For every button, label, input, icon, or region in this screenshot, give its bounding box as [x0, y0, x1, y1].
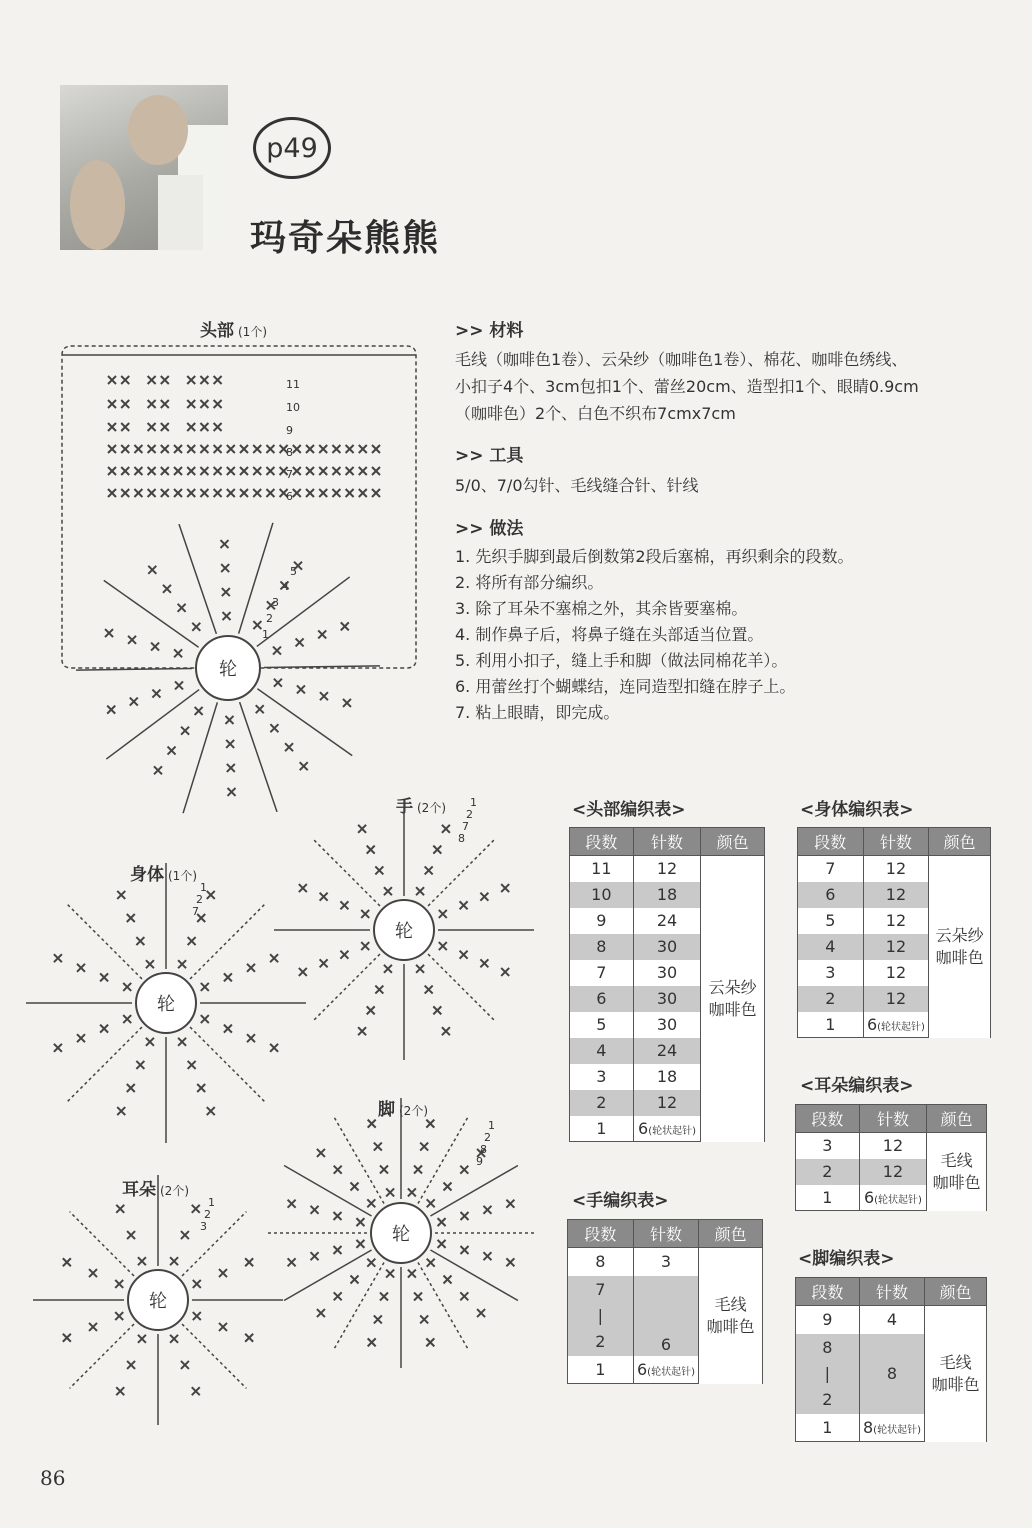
hand-table: 段数 针数 颜色 8 3 毛线 咖啡色 7 | 2 6 1 6(轮状起针)	[567, 1219, 763, 1384]
hand-diagram	[274, 796, 534, 1060]
svg-text:10: 10	[286, 401, 300, 414]
svg-text:4: 4	[282, 580, 289, 593]
svg-text:11: 11	[286, 378, 300, 391]
svg-text:7: 7	[286, 468, 293, 481]
foot-table: 段数 针数 颜色 9 4 毛线 咖啡色 8 | 2 8 1 8(轮状起针)	[795, 1277, 987, 1442]
page-title: 玛奇朵熊熊	[250, 218, 441, 259]
method-step: 5. 利用小扣子，缝上手和脚（做法同棉花羊）。	[455, 651, 788, 670]
svg-text:轮: 轮	[157, 994, 175, 1015]
body-table-title: <身体编织表>	[800, 800, 914, 820]
svg-text:1: 1	[200, 881, 207, 894]
hand-diagram-label: 手 (2个)	[396, 797, 446, 817]
hand-table-color: 毛线 咖啡色	[699, 1248, 763, 1384]
ear-table: 段数 针数 颜色 3 12 毛线 咖啡色 2 12 1 6(轮状起针)	[795, 1104, 987, 1211]
foot-table-color: 毛线 咖啡色	[925, 1306, 987, 1442]
foot-table-title: <脚编织表>	[798, 1249, 895, 1269]
head-table-title: <头部编织表>	[572, 800, 686, 820]
svg-text:轮: 轮	[149, 1291, 167, 1312]
page-number: 86	[40, 1466, 66, 1490]
svg-text:2: 2	[484, 1131, 491, 1144]
svg-text:8: 8	[458, 832, 465, 845]
svg-text:1: 1	[488, 1119, 495, 1132]
method-heading: >> 做法	[455, 519, 524, 539]
method-step: 1. 先织手脚到最后倒数第2段后塞棉，再织剩余的段数。	[455, 547, 854, 566]
materials-text: 毛线（咖啡色1卷）、云朵纱（咖啡色1卷）、棉花、咖啡色绣线、 小扣子4个、3cm包扣1个、蕾丝20cm、造型扣1个、眼睛0.9cm （咖啡色）2个、白色不织布7cmx7cm	[455, 350, 919, 423]
head-diagram	[62, 346, 416, 813]
svg-text:5: 5	[290, 565, 297, 578]
head-diagram-label: 头部 (1个)	[200, 321, 267, 341]
method-step: 2. 将所有部分编织。	[455, 573, 604, 592]
method-step: 3. 除了耳朵不塞棉之外，其余皆要塞棉。	[455, 599, 748, 618]
head-table: 段数 针数 颜色 11 12 云朵纱 咖啡色 10 18 9 24 8 30 7 30 6 30 5 30 4 24 3 18 2 12 1 6(轮状起针)	[569, 827, 765, 1142]
foot-diagram	[266, 1098, 536, 1368]
svg-text:8: 8	[286, 446, 293, 459]
method-step: 7. 粘上眼睛，即完成。	[455, 703, 620, 722]
body-diagram-label: 身体 (1个)	[130, 865, 197, 885]
foot-diagram-label: 脚 (2个)	[378, 1100, 428, 1120]
svg-text:7: 7	[462, 820, 469, 833]
ear-diagram-label: 耳朵 (2个)	[122, 1180, 189, 1200]
svg-text:2: 2	[266, 612, 273, 625]
body-table-color: 云朵纱 咖啡色	[929, 856, 991, 1038]
materials-heading: >> 材料	[455, 321, 524, 341]
page-ref-badge: p49	[253, 117, 331, 179]
svg-text:7: 7	[192, 905, 199, 918]
ear-table-title: <耳朵编织表>	[800, 1076, 914, 1096]
body-diagram	[26, 863, 306, 1143]
svg-text:6: 6	[286, 490, 293, 503]
method-steps	[455, 544, 854, 726]
svg-text:轮: 轮	[219, 659, 237, 680]
svg-text:轮: 轮	[392, 1224, 410, 1245]
svg-text:2: 2	[466, 808, 473, 821]
svg-text:3: 3	[272, 596, 279, 609]
svg-text:1: 1	[470, 796, 477, 809]
svg-text:8: 8	[480, 1143, 487, 1156]
body-table: 段数 针数 颜色 7 12 云朵纱 咖啡色 6 12 5 12 4 12 3 12 2 12 1 6(轮状起针)	[797, 827, 991, 1038]
svg-text:轮: 轮	[395, 921, 413, 942]
hand-table-title: <手编织表>	[572, 1191, 669, 1211]
ear-table-color: 毛线 咖啡色	[927, 1133, 987, 1211]
svg-text:9: 9	[476, 1155, 483, 1168]
svg-text:3: 3	[200, 1220, 207, 1233]
head-table-color: 云朵纱 咖啡色	[701, 856, 765, 1142]
method-step: 4. 制作鼻子后，将鼻子缝在头部适当位置。	[455, 625, 764, 644]
svg-text:1: 1	[262, 628, 269, 641]
svg-text:1: 1	[208, 1196, 215, 1209]
svg-text:2: 2	[196, 893, 203, 906]
svg-text:2: 2	[204, 1208, 211, 1221]
svg-text:9: 9	[286, 424, 293, 437]
method-step: 6. 用蕾丝打个蝴蝶结，连同造型扣缝在脖子上。	[455, 677, 796, 696]
tools-text: 5/0、7/0勾针、毛线缝合针、针线	[455, 476, 699, 495]
tools-heading: >> 工具	[455, 446, 524, 466]
ear-diagram	[33, 1175, 283, 1425]
